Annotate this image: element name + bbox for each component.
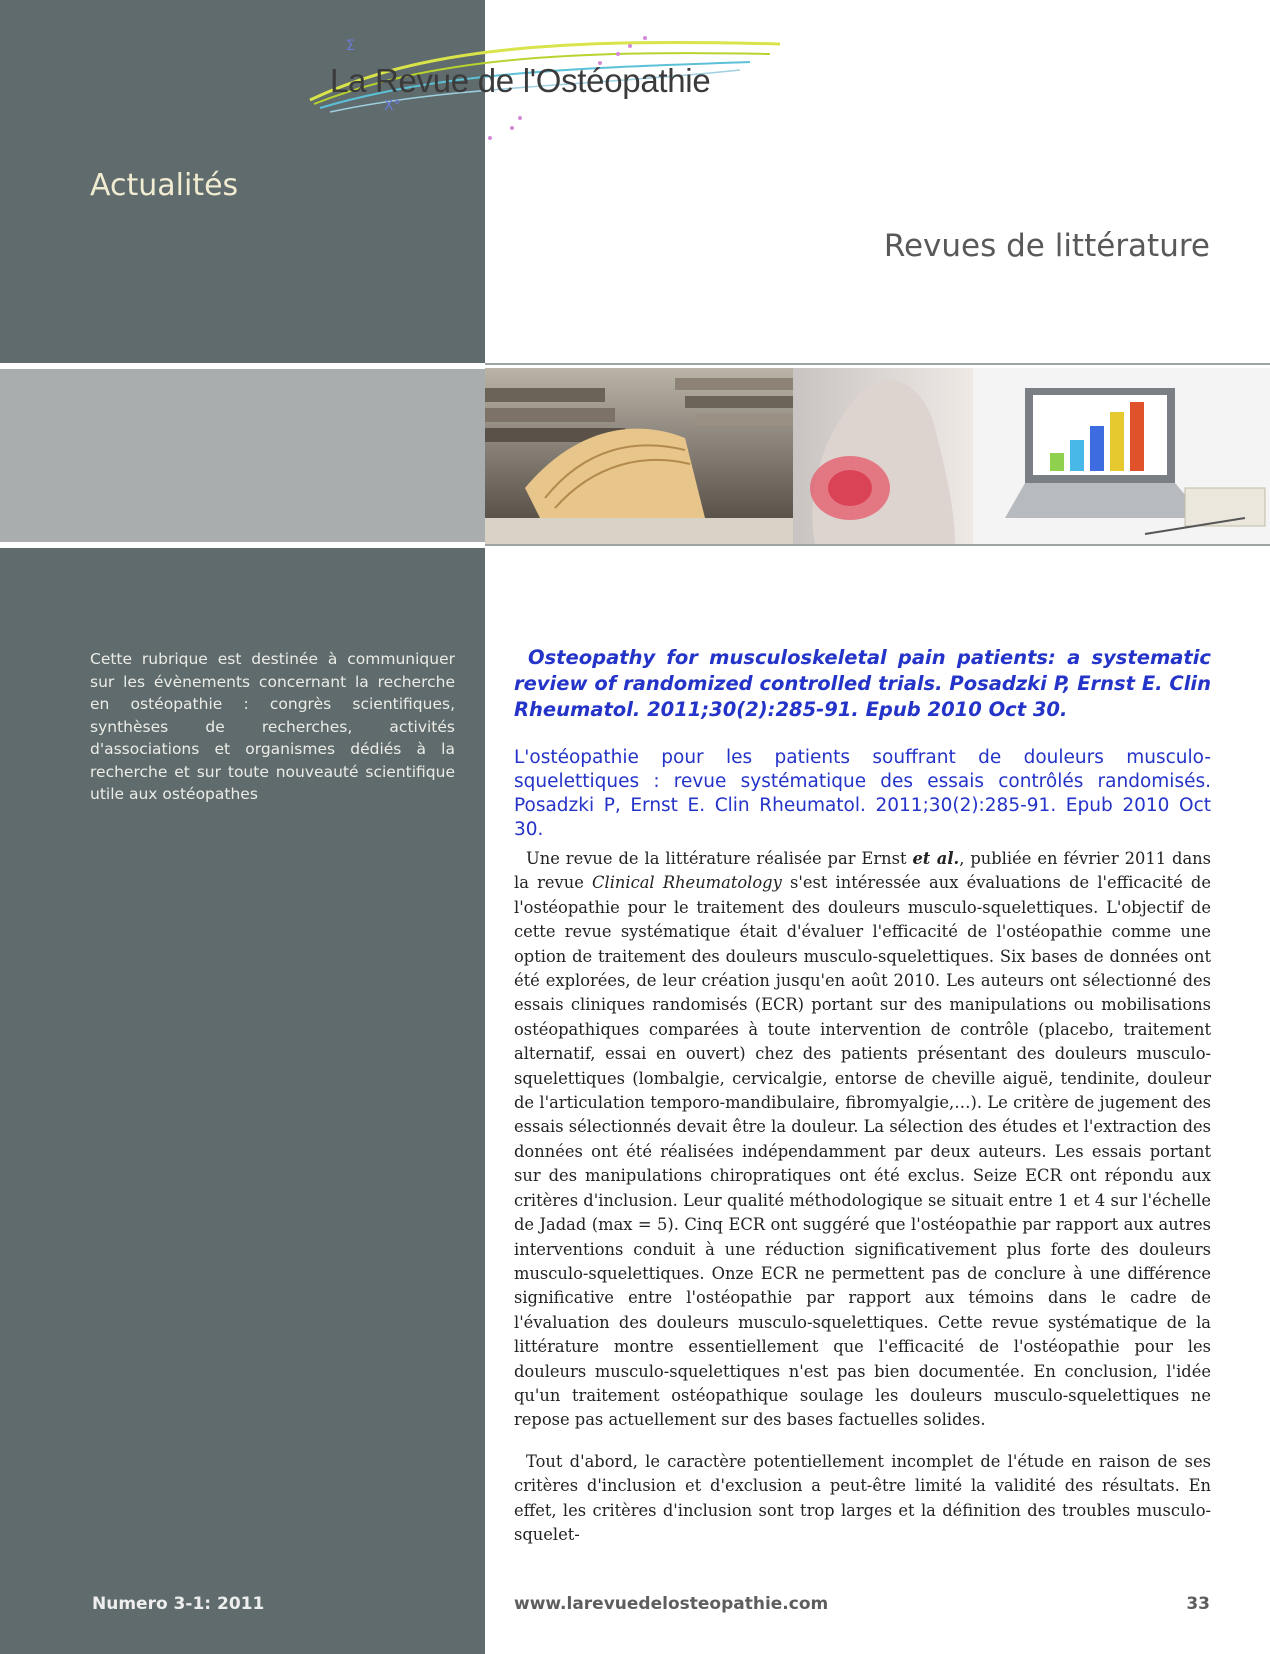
article-paragraph: Une revue de la littérature réalisée par Ernst et al., publiée en février 2011 dans la revue Clinical Rheumatology s'est intéressée aux évaluations de l'efficacité de l'ostéopathie pour le traitement des douleurs musculo-squelettiques. L'objectif de cette revue systématique était d'évaluer l'efficacité de l'ostéopathie comme une option de traitement des douleurs musculo-squelettiques. Six bases de données ont été explorées, de leur création jusqu'en août 2010. Les auteurs ont sélectionné des essais cliniques randomisés (ECR) portant sur des manipulations ou mobilisations ostéopathiques comparées à toute intervention de contrôle (placebo, traitement alternatif, essai en ouvert) chez des patients présentant des douleurs musculo-squelettiques (lombalgie, cervicalgie, entorse de cheville aiguë, tendinite, douleur de l'articulation temporo-mandibulaire, fibromyalgie,…). Le critère de jugement des essais sélectionnés devait être la douleur. La sélection des études et l'extraction des données ont été réalisées indépendamment par deux auteurs. Les essais portant sur des manipulations chiropratiques ont été exclus. Seize ECR ont répondu aux critères d'inclusion. Leur qualité méthodologique se situait entre 1 et 4 sur l'échelle de Jadad (max = 5). Cinq ECR ont suggéré que l'ostéopathie par rapport aux autres interventions conduit à une réduction significativement plus forte des douleurs musculo-squelettiques. Onze ECR ne permettent pas de conclure à une différence significative entre l'ostéopathie par rapport aux témoins dans le cadre de l'évaluation des douleurs musculo-squelettiques. Cette revue systématique de la littérature montre essentiellement que l'efficacité de l'ostéopathie pour les douleurs musculo-squelettiques n'est pas bien documentée. En conclusion, l'idée qu'un traitement ostéopathique soulage les douleurs musculo-squelettiques ne repose pas actuellement sur des bases factuelles solides. [514,849,1211,1430]
article-title-english: Osteopathy for musculoskeletal pain patients: a systematic review of randomized controlled trials. Posadzki P, Ernst E. Clin Rheumatol. 2011;30(2):285-91. Epub 2010 Oct 30. [514,646,1211,721]
page-number: 33 [1186,1594,1210,1614]
rubric-title: Revues de littérature [883,228,1210,264]
article-paragraph: Tout d'abord, le caractère potentiellement incomplet de l'étude en raison de ses critères d'inclusion et d'exclusion a peut-être limité la validité des résultats. En effet, les critères d'inclusion sont trop larges et la définition des troubles musculo-squelet- [514,1452,1211,1545]
rubric-description: Cette rubrique est destinée à communiquer sur les évènements concernant la recherche en ostéopathie : congrès scientifiques, synthèses de recherches, activités d'associations et organismes dédiés à la recherche et sur toute nouveauté scientifique utile aux ostéopathes [90,650,455,803]
journal-logo-text: La Revue de l'Ostéopathie [330,62,711,99]
svg-text:X°: X° [384,98,401,114]
journal-website-link[interactable]: www.larevuedelosteopathie.com [514,1594,829,1614]
divider [485,544,1270,546]
sidebar-middle-band [0,369,485,542]
divider [485,363,1270,365]
section-label: Actualités [90,168,239,203]
banner-illustration [485,368,1270,544]
svg-text:Σ: Σ [346,38,355,54]
issue-number: Numero 3-1: 2011 [92,1594,265,1614]
article-title-french: L'ostéopathie pour les patients souffrant de douleurs musculo-squelettiques : revue systématique des essais contrôlés randomisés. Posadzki P, Ernst E. Clin Rheumatol. 2011;30(2):285-91. Epub 2010 Oct 30. [514,747,1211,840]
